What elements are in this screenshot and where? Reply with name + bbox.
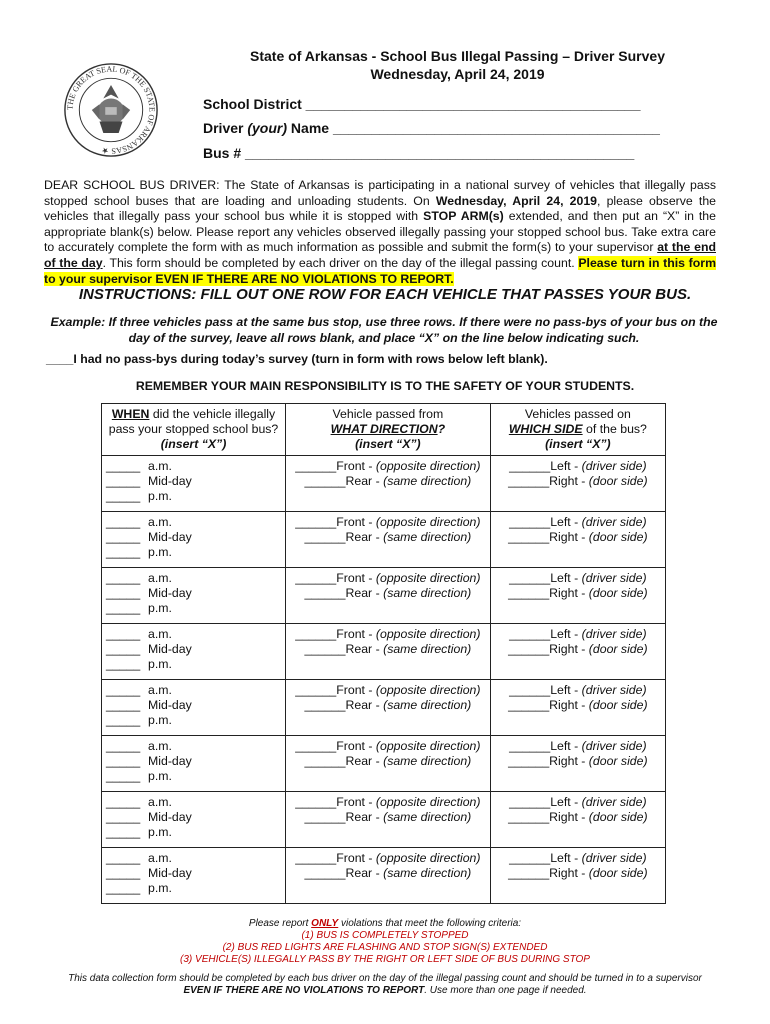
am-label: a.m. (148, 795, 172, 809)
pm-blank[interactable]: _____ (106, 825, 141, 839)
criteria-3: (3) VEHICLE(S) ILLEGALLY PASS BY THE RIGHT OR LEFT SIDE OF BUS DURING STOP (180, 954, 590, 965)
rear-option[interactable]: ______Rear - (same direction) (304, 754, 472, 768)
criteria-2: (2) BUS RED LIGHTS ARE FLASHING AND STOP SIGN(S) EXTENDED (222, 942, 548, 953)
when-cell (102, 624, 286, 680)
right-option[interactable]: ______Right - (door side) (508, 586, 648, 600)
direction-cell (286, 568, 491, 624)
midday-blank[interactable]: _____ (106, 474, 141, 488)
direction-cell (286, 736, 491, 792)
pm-label: p.m. (148, 769, 172, 783)
midday-label: Mid-day (148, 530, 192, 544)
pm-label: p.m. (148, 601, 172, 615)
front-option[interactable]: ______Front - (opposite direction) (295, 851, 481, 865)
col-when-header: WHEN did the vehicle illegally pass your stopped school bus? (insert “X”) (102, 404, 286, 456)
front-option[interactable]: ______Front - (opposite direction) (295, 795, 481, 809)
rear-option[interactable]: ______Rear - (same direction) (304, 642, 472, 656)
side-cell (490, 456, 665, 512)
pm-blank[interactable]: _____ (106, 769, 141, 783)
am-blank[interactable]: _____ (106, 459, 141, 473)
pm-blank[interactable]: _____ (106, 881, 141, 895)
left-option[interactable]: ______Left - (driver side) (509, 795, 647, 809)
direction-cell (286, 680, 491, 736)
pm-blank[interactable]: _____ (106, 545, 141, 559)
rear-option[interactable]: ______Rear - (same direction) (304, 698, 472, 712)
when-cell (102, 456, 286, 512)
side-cell (490, 736, 665, 792)
am-label: a.m. (148, 459, 172, 473)
table-header-row (102, 404, 666, 456)
midday-label: Mid-day (148, 698, 192, 712)
when-cell (102, 568, 286, 624)
left-option[interactable]: ______Left - (driver side) (509, 459, 647, 473)
right-option[interactable]: ______Right - (door side) (508, 698, 648, 712)
pm-label: p.m. (148, 881, 172, 895)
midday-blank[interactable]: _____ (106, 810, 141, 824)
am-blank[interactable]: _____ (106, 851, 141, 865)
pm-blank[interactable]: _____ (106, 489, 141, 503)
am-blank[interactable]: _____ (106, 795, 141, 809)
direction-cell (286, 848, 491, 904)
table-row (102, 848, 666, 904)
front-option[interactable]: ______Front - (opposite direction) (295, 627, 481, 641)
table-row (102, 624, 666, 680)
midday-blank[interactable]: _____ (106, 586, 141, 600)
midday-label: Mid-day (148, 810, 192, 824)
midday-blank[interactable]: _____ (106, 698, 141, 712)
side-cell (490, 680, 665, 736)
right-option[interactable]: ______Right - (door side) (508, 810, 648, 824)
instructions-heading: INSTRUCTIONS: FILL OUT ONE ROW FOR EACH VEHICLE THAT PASSES YOUR BUS. (78, 286, 692, 303)
when-cell (102, 848, 286, 904)
criteria-intro: Please report ONLY violations that meet the following criteria: (248, 918, 522, 929)
intro-paragraph: DEAR SCHOOL BUS DRIVER: The State of Arkansas is participating in a national survey of vehicles that illegally pass stopped school buses that are loading and unloading students. On Wednesday, April 24, 2019, please observe the vehicles that illegally pass your school bus while it is stopped with STOP ARM(s) extended, and then put an “X” in the appropriate blank(s) below. Please report any vehicles observed illegally passing your stopped school bus. Take extra care to accurately complete the form with as much information as possible and submit the form(s) to your supervisor at the end of the day. This form should be completed by each driver on the day of the illegal passing count. Please turn in this form to your supervisor EVEN IF THERE ARE NO VIOLATIONS TO REPORT. (44, 178, 717, 286)
violations-table (101, 403, 666, 904)
right-option[interactable]: ______Right - (door side) (508, 642, 648, 656)
right-option[interactable]: ______Right - (door side) (508, 754, 648, 768)
safety-reminder: REMEMBER YOUR MAIN RESPONSIBILITY IS TO THE SAFETY OF YOUR STUDENTS. (135, 379, 635, 393)
table-row (102, 568, 666, 624)
direction-cell (286, 512, 491, 568)
am-label: a.m. (148, 739, 172, 753)
example-text: Example: If three vehicles pass at the same bus stop, use three rows. If there were no pass-bys of your bus on the day of the survey, leave all rows blank, and place “X” on the line below indicating such. (50, 315, 718, 345)
midday-blank[interactable]: _____ (106, 754, 141, 768)
side-cell (490, 848, 665, 904)
svg-text:THE GREAT SEAL OF THE STATE OF: THE GREAT SEAL OF THE STATE OF ARKANSAS ★ (65, 64, 157, 156)
bus-number-field[interactable]: Bus # __________________________________________________ (203, 145, 635, 161)
when-cell (102, 792, 286, 848)
rear-option[interactable]: ______Rear - (same direction) (304, 474, 472, 488)
driver-name-field[interactable]: Driver (your) Name __________________________________________ (203, 120, 660, 136)
survey-date: Wednesday, April 24, 2019 (370, 66, 545, 82)
col-direction-header: Vehicle passed from WHAT DIRECTION? (insert “X”) (286, 404, 491, 456)
front-option[interactable]: ______Front - (opposite direction) (295, 683, 481, 697)
midday-label: Mid-day (148, 586, 192, 600)
table-row (102, 512, 666, 568)
no-pass-bys-checkbox-line[interactable]: ____I had no pass-bys during today’s survey (turn in form with rows below left blank). (46, 352, 548, 366)
pm-label: p.m. (148, 545, 172, 559)
rear-option[interactable]: ______Rear - (same direction) (304, 586, 472, 600)
pm-label: p.m. (148, 489, 172, 503)
when-cell (102, 512, 286, 568)
am-label: a.m. (148, 627, 172, 641)
table-row (102, 736, 666, 792)
am-blank[interactable]: _____ (106, 683, 141, 697)
front-option[interactable]: ______Front - (opposite direction) (295, 571, 481, 585)
arkansas-state-seal (63, 62, 159, 158)
am-blank[interactable]: _____ (106, 571, 141, 585)
midday-blank[interactable]: _____ (106, 530, 141, 544)
pm-label: p.m. (148, 825, 172, 839)
footer-line-2: EVEN IF THERE ARE NO VIOLATIONS TO REPORT. Use more than one page if needed. (183, 985, 587, 996)
am-label: a.m. (148, 571, 172, 585)
front-option[interactable]: ______Front - (opposite direction) (295, 459, 481, 473)
left-option[interactable]: ______Left - (driver side) (509, 515, 647, 529)
side-cell (490, 792, 665, 848)
left-option[interactable]: ______Left - (driver side) (509, 571, 647, 585)
left-option[interactable]: ______Left - (driver side) (509, 683, 647, 697)
highlight-notice: Please turn in this form to your supervisor EVEN IF THERE ARE NO VIOLATIONS TO REPORT. (44, 255, 716, 286)
footer-line-1: This data collection form should be completed by each bus driver on the day of the illegal passing count and should be turned in to a supervisor (68, 973, 702, 984)
left-option[interactable]: ______Left - (driver side) (509, 851, 647, 865)
front-option[interactable]: ______Front - (opposite direction) (295, 739, 481, 753)
rear-option[interactable]: ______Rear - (same direction) (304, 810, 472, 824)
left-option[interactable]: ______Left - (driver side) (509, 739, 647, 753)
direction-cell (286, 792, 491, 848)
pm-blank[interactable]: _____ (106, 601, 141, 615)
am-label: a.m. (148, 851, 172, 865)
midday-label: Mid-day (148, 474, 192, 488)
midday-label: Mid-day (148, 642, 192, 656)
side-cell (490, 624, 665, 680)
midday-blank[interactable]: _____ (106, 642, 141, 656)
right-option[interactable]: ______Right - (door side) (508, 866, 648, 880)
am-label: a.m. (148, 683, 172, 697)
midday-label: Mid-day (148, 866, 192, 880)
table-row (102, 792, 666, 848)
right-option[interactable]: ______Right - (door side) (508, 530, 648, 544)
pm-label: p.m. (148, 713, 172, 727)
rear-option[interactable]: ______Rear - (same direction) (304, 530, 472, 544)
midday-label: Mid-day (148, 754, 192, 768)
am-blank[interactable]: _____ (106, 515, 141, 529)
pm-blank[interactable]: _____ (106, 657, 141, 671)
table-row (102, 456, 666, 512)
when-cell (102, 680, 286, 736)
midday-blank[interactable]: _____ (106, 866, 141, 880)
direction-cell (286, 456, 491, 512)
pm-blank[interactable]: _____ (106, 713, 141, 727)
front-option[interactable]: ______Front - (opposite direction) (295, 515, 481, 529)
rear-option[interactable]: ______Rear - (same direction) (304, 866, 472, 880)
direction-cell (286, 624, 491, 680)
col-side-header: Vehicles passed on WHICH SIDE of the bus? (insert “X”) (490, 404, 665, 456)
pm-label: p.m. (148, 657, 172, 671)
am-blank[interactable]: _____ (106, 739, 141, 753)
am-blank[interactable]: _____ (106, 627, 141, 641)
right-option[interactable]: ______Right - (door side) (508, 474, 648, 488)
left-option[interactable]: ______Left - (driver side) (509, 627, 647, 641)
page-title: State of Arkansas - School Bus Illegal Passing – Driver Survey (250, 48, 665, 64)
am-label: a.m. (148, 515, 172, 529)
side-cell (490, 568, 665, 624)
school-district-field[interactable]: School District ___________________________________________ (203, 96, 641, 112)
criteria-1: (1) BUS IS COMPLETELY STOPPED (301, 930, 469, 941)
side-cell (490, 512, 665, 568)
when-cell (102, 736, 286, 792)
table-row (102, 680, 666, 736)
